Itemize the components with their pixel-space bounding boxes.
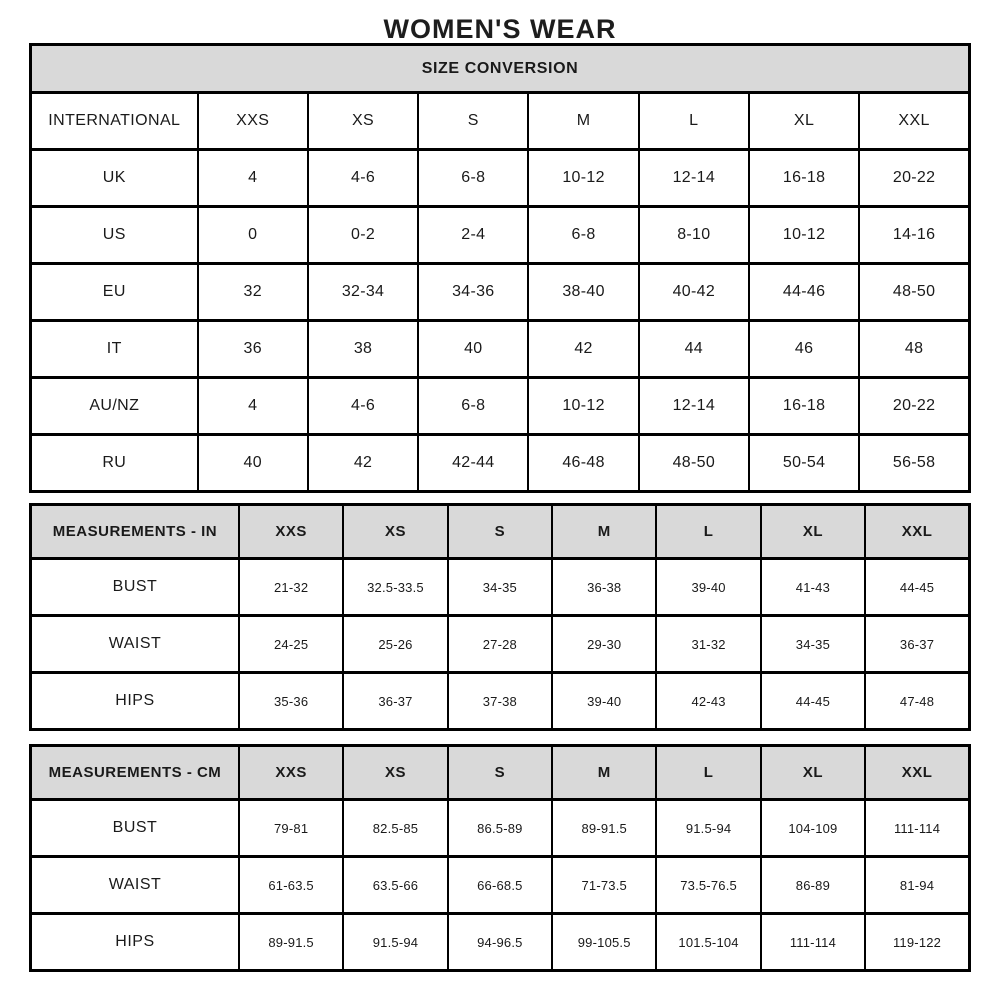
row-label: WAIST: [31, 616, 239, 673]
value-cell: 111-114: [761, 914, 865, 971]
value-cell: 6-8: [418, 378, 528, 435]
value-cell: 10-12: [749, 207, 859, 264]
column-header: S: [418, 93, 528, 150]
value-cell: 42: [528, 321, 638, 378]
value-cell: 29-30: [552, 616, 656, 673]
value-cell: 48: [859, 321, 969, 378]
column-header: XXL: [859, 93, 969, 150]
column-header: XXL: [865, 505, 969, 559]
header-row: [31, 746, 970, 800]
value-cell: 2-4: [418, 207, 528, 264]
row-label: US: [31, 207, 198, 264]
column-header: XL: [749, 93, 859, 150]
value-cell: 20-22: [859, 378, 969, 435]
column-header: XL: [761, 505, 865, 559]
value-cell: 91.5-94: [656, 800, 760, 857]
value-cell: 35-36: [239, 673, 343, 730]
column-header: S: [448, 746, 552, 800]
row-label: WAIST: [31, 857, 239, 914]
value-cell: 82.5-85: [343, 800, 447, 857]
row-label: IT: [31, 321, 198, 378]
value-cell: 40: [418, 321, 528, 378]
value-cell: 0: [198, 207, 308, 264]
table-banner: MEASUREMENTS - IN: [31, 505, 239, 559]
value-cell: 44-45: [865, 559, 969, 616]
value-cell: 6-8: [528, 207, 638, 264]
table-row: [31, 264, 970, 321]
value-cell: 36-38: [552, 559, 656, 616]
column-header: XS: [308, 93, 418, 150]
header-row: [31, 505, 970, 559]
value-cell: 73.5-76.5: [656, 857, 760, 914]
value-cell: 79-81: [239, 800, 343, 857]
table-row: [31, 435, 970, 492]
column-header: XXL: [865, 746, 969, 800]
value-cell: 37-38: [448, 673, 552, 730]
value-cell: 40-42: [639, 264, 749, 321]
value-cell: 32-34: [308, 264, 418, 321]
value-cell: 42-43: [656, 673, 760, 730]
value-cell: 24-25: [239, 616, 343, 673]
table-row: [31, 150, 970, 207]
value-cell: 14-16: [859, 207, 969, 264]
value-cell: 61-63.5: [239, 857, 343, 914]
table-row: [31, 616, 970, 673]
value-cell: 101.5-104: [656, 914, 760, 971]
value-cell: 21-32: [239, 559, 343, 616]
value-cell: 44: [639, 321, 749, 378]
row-label: AU/NZ: [31, 378, 198, 435]
value-cell: 36-37: [865, 616, 969, 673]
value-cell: 4-6: [308, 150, 418, 207]
column-header: XS: [343, 505, 447, 559]
value-cell: 36: [198, 321, 308, 378]
value-cell: 119-122: [865, 914, 969, 971]
value-cell: 6-8: [418, 150, 528, 207]
measurements-in-table: [29, 503, 971, 731]
columns-row: [31, 93, 970, 150]
value-cell: 12-14: [639, 378, 749, 435]
value-cell: 44-45: [761, 673, 865, 730]
table-row: [31, 673, 970, 730]
column-header: M: [528, 93, 638, 150]
value-cell: 81-94: [865, 857, 969, 914]
value-cell: 32.5-33.5: [343, 559, 447, 616]
value-cell: 16-18: [749, 150, 859, 207]
value-cell: 20-22: [859, 150, 969, 207]
measurements-cm-table: [29, 744, 971, 972]
value-cell: 38: [308, 321, 418, 378]
row-label: BUST: [31, 559, 239, 616]
column-header: M: [552, 505, 656, 559]
value-cell: 34-36: [418, 264, 528, 321]
value-cell: 44-46: [749, 264, 859, 321]
value-cell: 38-40: [528, 264, 638, 321]
column-header: XL: [761, 746, 865, 800]
value-cell: 99-105.5: [552, 914, 656, 971]
value-cell: 34-35: [448, 559, 552, 616]
value-cell: 0-2: [308, 207, 418, 264]
row-label: HIPS: [31, 673, 239, 730]
value-cell: 12-14: [639, 150, 749, 207]
value-cell: 4: [198, 150, 308, 207]
value-cell: 104-109: [761, 800, 865, 857]
value-cell: 48-50: [639, 435, 749, 492]
value-cell: 4: [198, 378, 308, 435]
column-header: INTERNATIONAL: [31, 93, 198, 150]
value-cell: 46: [749, 321, 859, 378]
table-row: [31, 321, 970, 378]
value-cell: 34-35: [761, 616, 865, 673]
row-label: BUST: [31, 800, 239, 857]
value-cell: 39-40: [552, 673, 656, 730]
row-label: UK: [31, 150, 198, 207]
value-cell: 41-43: [761, 559, 865, 616]
value-cell: 86-89: [761, 857, 865, 914]
value-cell: 86.5-89: [448, 800, 552, 857]
value-cell: 48-50: [859, 264, 969, 321]
row-label: EU: [31, 264, 198, 321]
table-row: [31, 559, 970, 616]
value-cell: 91.5-94: [343, 914, 447, 971]
table-banner: SIZE CONVERSION: [31, 45, 970, 93]
table-row: [31, 800, 970, 857]
value-cell: 4-6: [308, 378, 418, 435]
page-title: WOMEN'S WEAR: [383, 14, 617, 44]
value-cell: 66-68.5: [448, 857, 552, 914]
value-cell: 46-48: [528, 435, 638, 492]
row-label: HIPS: [31, 914, 239, 971]
value-cell: 27-28: [448, 616, 552, 673]
value-cell: 56-58: [859, 435, 969, 492]
size-conversion-table: [29, 43, 971, 493]
column-header: XXS: [198, 93, 308, 150]
value-cell: 16-18: [749, 378, 859, 435]
value-cell: 40: [198, 435, 308, 492]
value-cell: 42-44: [418, 435, 528, 492]
value-cell: 31-32: [656, 616, 760, 673]
column-header: XS: [343, 746, 447, 800]
value-cell: 50-54: [749, 435, 859, 492]
value-cell: 42: [308, 435, 418, 492]
value-cell: 94-96.5: [448, 914, 552, 971]
value-cell: 71-73.5: [552, 857, 656, 914]
value-cell: 10-12: [528, 378, 638, 435]
value-cell: 47-48: [865, 673, 969, 730]
table-row: [31, 378, 970, 435]
banner-row: [31, 45, 970, 93]
table-row: [31, 207, 970, 264]
value-cell: 8-10: [639, 207, 749, 264]
column-header: L: [656, 505, 760, 559]
value-cell: 89-91.5: [239, 914, 343, 971]
column-header: S: [448, 505, 552, 559]
value-cell: 89-91.5: [552, 800, 656, 857]
table-banner: MEASUREMENTS - CM: [31, 746, 239, 800]
value-cell: 39-40: [656, 559, 760, 616]
column-header: L: [656, 746, 760, 800]
table-row: [31, 914, 970, 971]
value-cell: 111-114: [865, 800, 969, 857]
value-cell: 63.5-66: [343, 857, 447, 914]
column-header: XXS: [239, 505, 343, 559]
value-cell: 10-12: [528, 150, 638, 207]
value-cell: 36-37: [343, 673, 447, 730]
value-cell: 32: [198, 264, 308, 321]
value-cell: 25-26: [343, 616, 447, 673]
column-header: XXS: [239, 746, 343, 800]
row-label: RU: [31, 435, 198, 492]
column-header: L: [639, 93, 749, 150]
table-row: [31, 857, 970, 914]
column-header: M: [552, 746, 656, 800]
